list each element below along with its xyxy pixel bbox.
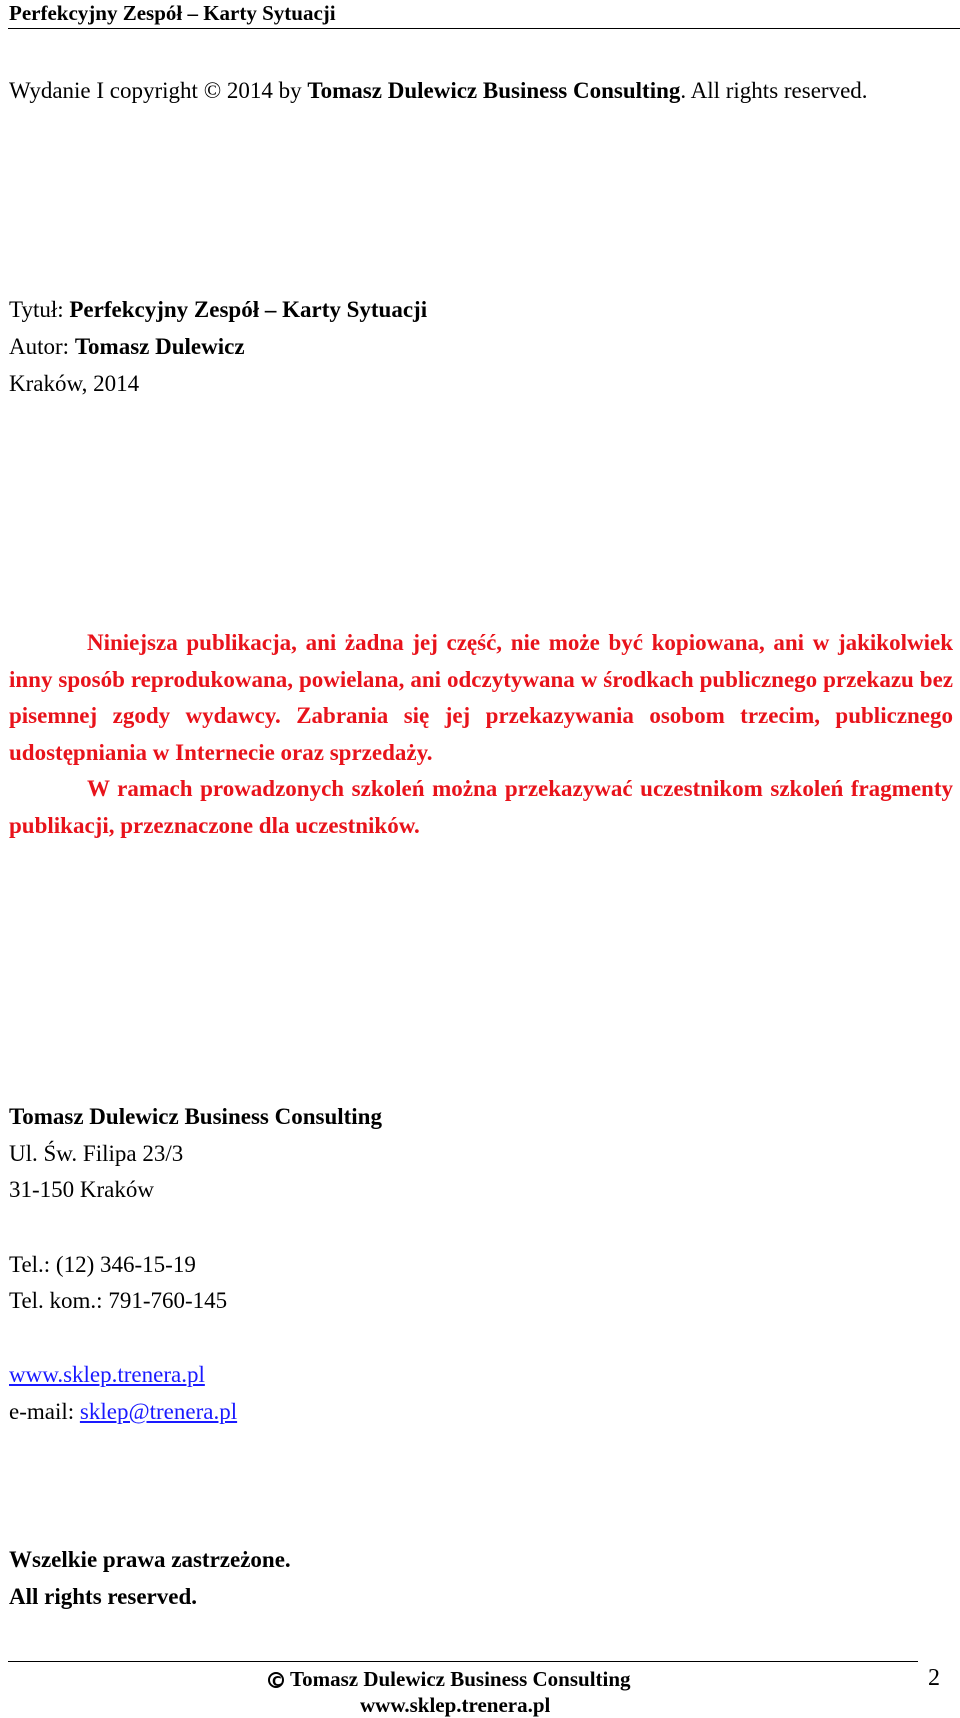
copyright-suffix: . All rights reserved. [680,78,868,103]
footer-website: www.sklep.trenera.pl [360,1693,551,1717]
contact-tel: Tel.: (12) 346-15-19 [9,1252,196,1277]
rights-pl: Wszelkie prawa zastrzeżone. [9,1547,291,1572]
website-link[interactable]: www.sklep.trenera.pl [9,1362,205,1387]
author-line [9,332,245,362]
copyright-prefix: Wydanie I copyright © 2014 by [9,78,308,103]
contact-city: 31-150 Kraków [9,1177,154,1202]
title-label: Tytuł: [9,297,70,322]
author-label: Autor: [9,334,75,359]
copyright-line [9,76,868,106]
notice-paragraph-1: Niniejsza publikacja, ani żadna jej część, nie może być kopiowana, ani w jakikolwiek inny sposób reprodukowana, powielana, ani odczytywana w środkach publicznego przekazu bez pisemnej zgody wydawcy. Zabrania się jej przekazywania osobom trzecim, publicznego udostępniania w Internecie oraz sprzedaży. [9,630,953,765]
running-header: Perfekcyjny Zespół – Karty Sytuacji [9,1,336,25]
place-date: Kraków, 2014 [9,371,140,396]
page-number: 2 [928,1665,940,1691]
email-link[interactable]: sklep@trenera.pl [79,1399,238,1424]
footer-divider [8,1661,918,1662]
notice-paragraph-2: W ramach prowadzonych szkoleń można przekazywać uczestnikom szkoleń fragmenty publikacji, przeznaczone dla uczestników. [9,776,953,838]
contact-website-line [9,1360,205,1390]
author-value: Tomasz Dulewicz [74,334,245,359]
copyright-notice [9,625,953,844]
header-divider [8,28,960,29]
email-label: e-mail: [9,1399,80,1424]
contact-street: Ul. Św. Filipa 23/3 [9,1141,184,1166]
copyright-icon [268,1672,284,1688]
rights-en: All rights reserved. [9,1584,198,1609]
title-value: Perfekcyjny Zespół – Karty Sytuacji [69,297,428,322]
contact-mobile: Tel. kom.: 791-760-145 [9,1288,228,1313]
title-line [9,295,427,325]
contact-company: Tomasz Dulewicz Business Consulting [9,1104,382,1129]
footer-company: Tomasz Dulewicz Business Consulting [290,1667,631,1691]
copyright-holder: Tomasz Dulewicz Business Consulting [307,78,681,103]
footer-company-line [268,1666,631,1692]
contact-email-line [9,1397,237,1427]
